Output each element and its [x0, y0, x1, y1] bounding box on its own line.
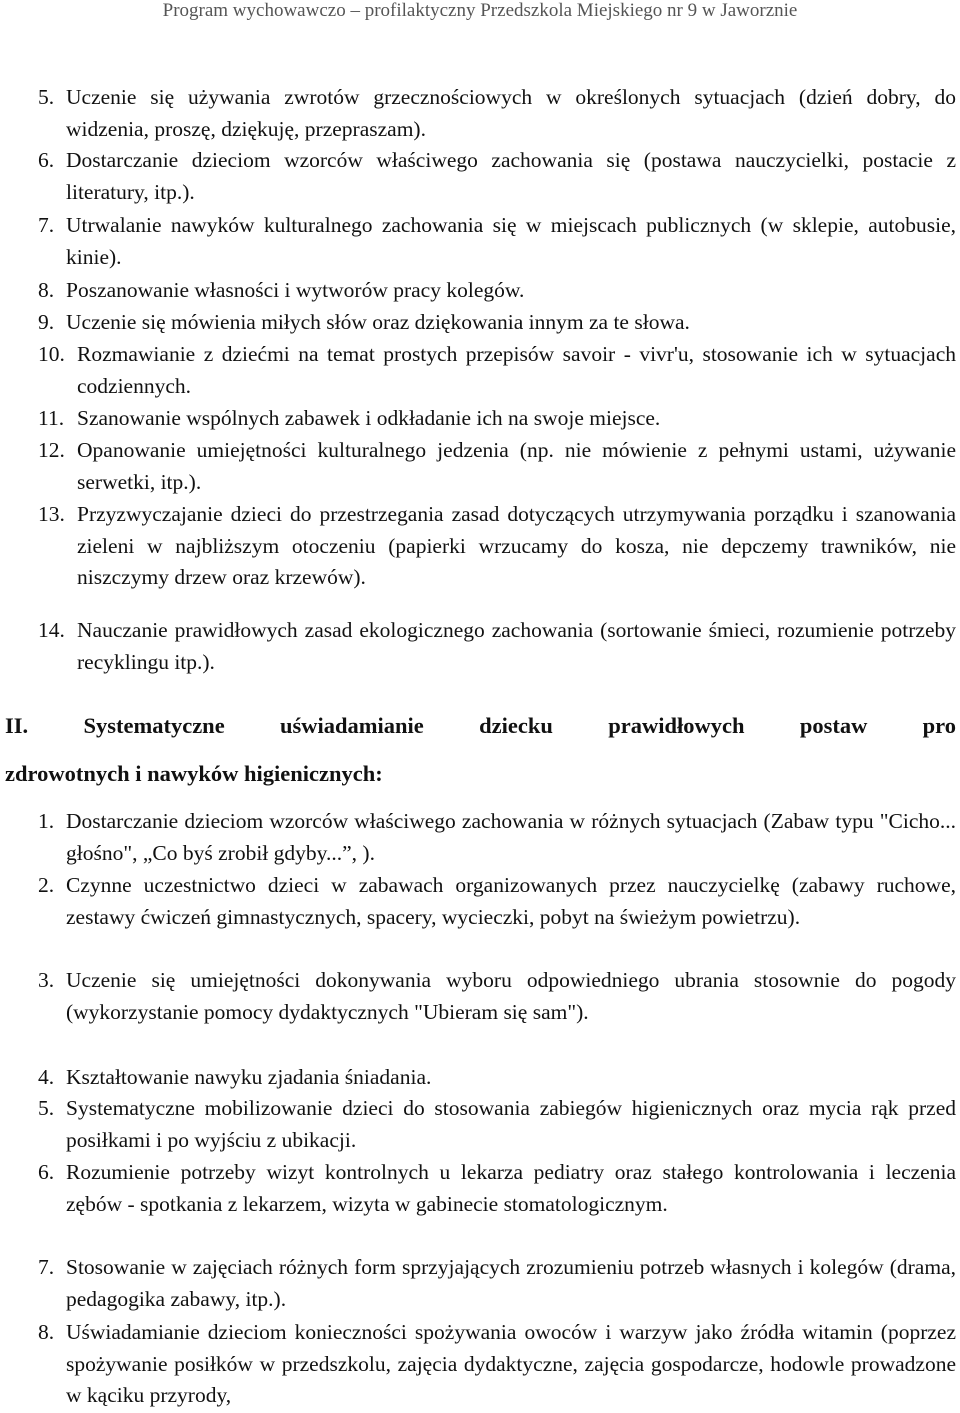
- list-item-number: 6.: [38, 148, 55, 172]
- list-item-number: 6.: [38, 1160, 55, 1184]
- list-item: [38, 210, 956, 273]
- list-item-number: 7.: [38, 1255, 55, 1279]
- section-heading-line-2: zdrowotnych i nawyków higienicznych:: [5, 761, 383, 786]
- list-item: [38, 1157, 956, 1220]
- list-item-text: Dostarczanie dzieciom wzorców właściwego zachowania się (postawa nauczycielki, postacie z literatury, itp.).: [66, 148, 956, 204]
- list-item: [38, 1317, 956, 1412]
- list-item-number: 12.: [38, 438, 65, 462]
- list-item-number: 7.: [38, 213, 55, 237]
- list-item: [38, 435, 956, 498]
- list-item-text: Stosowanie w zajęciach różnych form sprzyjających zrozumieniu potrzeb własnych i kolegów (drama, pedagogika zabawy, itp.).: [66, 1255, 956, 1311]
- list-item-number: 11.: [38, 406, 65, 430]
- list-item-text: Dostarczanie dzieciom wzorców właściwego zachowania w różnych sytuacjach (Zabaw typu "Cicho... głośno", „Co byś zrobił gdyby...”, ).: [66, 809, 956, 865]
- section-heading-line-1: [5, 708, 956, 744]
- list-item: [38, 965, 956, 1028]
- list-item-number: 1.: [38, 809, 55, 833]
- list-item-number: 2.: [38, 873, 55, 897]
- list-item-number: 8.: [38, 1320, 55, 1344]
- list-item: [38, 499, 956, 594]
- list-item-text: Systematyczne mobilizowanie dzieci do stosowania zabiegów higienicznych oraz mycia rąk przed posiłkami i po wyjściu z ubikacji.: [66, 1096, 956, 1152]
- list-item-text: Kształtowanie nawyku zjadania śniadania.: [66, 1065, 432, 1089]
- section-heading: [5, 708, 956, 792]
- page-header: Program wychowawczo – profilaktyczny Przedszkola Miejskiego nr 9 w Jaworznie: [162, 0, 798, 21]
- list-item-text: Rozmawianie z dziećmi na temat prostych przepisów savoir - vivr'u, stosowanie ich w sytuacjach codziennych.: [77, 342, 956, 398]
- section-word: pro: [922, 713, 956, 738]
- list-item-text: Opanowanie umiejętności kulturalnego jedzenia (np. nie mówienie z pełnymi ustami, używanie serwetki, itp.).: [77, 438, 956, 494]
- list-item: [38, 145, 956, 208]
- list-item: [38, 307, 956, 339]
- list-item-text: Uczenie się używania zwrotów grzecznościowych w określonych sytuacjach (dzień dobry, do widzenia, proszę, dziękuję, przepraszam).: [66, 85, 956, 141]
- section-word: Systematyczne: [83, 713, 225, 738]
- list-item-number: 5.: [38, 85, 55, 109]
- list-item-number: 8.: [38, 278, 55, 302]
- list-item: [38, 870, 956, 933]
- list-item-number: 14.: [38, 618, 65, 642]
- list-item-text: Uświadamianie dzieciom konieczności spożywania owoców i warzyw jako źródła witamin (poprzez spożywanie posiłków w przedszkolu, zajęcia dydaktyczne, zajęcia gospodarcze, hodowle prowadzone w kąciku przyrody,: [66, 1320, 956, 1407]
- list-item: [38, 82, 956, 145]
- list-item: [38, 403, 956, 435]
- list-item-text: Poszanowanie własności i wytworów pracy kolegów.: [66, 278, 525, 302]
- list-item: [38, 1093, 956, 1156]
- list-item-number: 10.: [38, 342, 65, 366]
- list-item-text: Utrwalanie nawyków kulturalnego zachowania się w miejscach publicznych (w sklepie, autobusie, kinie).: [66, 213, 956, 269]
- section-word: prawidłowych: [608, 713, 745, 738]
- list-item: [38, 275, 956, 307]
- list-item-number: 13.: [38, 502, 65, 526]
- list-item-text: Przyzwyczajanie dzieci do przestrzegania zasad dotyczących utrzymywania porządku i szanowania zieleni w najbliższym otoczeniu (papierki wrzucamy do kosza, nie depczemy trawników, nie niszczymy drzew oraz krzewów).: [77, 502, 956, 589]
- list-item: [38, 339, 956, 402]
- list-item-number: 5.: [38, 1096, 55, 1120]
- list-item-number: 9.: [38, 310, 55, 334]
- list-item-text: Uczenie się umiejętności dokonywania wyboru odpowiedniego ubrania stosownie do pogody (wykorzystanie pomocy dydaktycznych "Ubieram się sam").: [66, 968, 956, 1024]
- section-numeral: II.: [5, 713, 29, 738]
- list-item: [38, 1252, 956, 1315]
- section-word: uświadamianie: [280, 713, 424, 738]
- list-item-text: Uczenie się mówienia miłych słów oraz dziękowania innym za te słowa.: [66, 310, 690, 334]
- list-item: [38, 615, 956, 678]
- list-item-number: 4.: [38, 1065, 55, 1089]
- list-item: [38, 806, 956, 869]
- list-item-text: Rozumienie potrzeby wizyt kontrolnych u lekarza pediatry oraz stałego kontrolowania i leczenia zębów - spotkania z lekarzem, wizyta w gabinecie stomatologicznym.: [66, 1160, 956, 1216]
- section-word: dziecku: [479, 713, 553, 738]
- list-item: [38, 1062, 956, 1094]
- list-item-text: Szanowanie wspólnych zabawek i odkładanie ich na swoje miejsce.: [77, 406, 661, 430]
- list-item-number: 3.: [38, 968, 55, 992]
- list-item-text: Nauczanie prawidłowych zasad ekologicznego zachowania (sortowanie śmieci, rozumienie potrzeby recyklingu itp.).: [77, 618, 956, 674]
- section-word: postaw: [799, 713, 868, 738]
- list-item-text: Czynne uczestnictwo dzieci w zabawach organizowanych przez nauczycielkę (zabawy ruchowe, zestawy ćwiczeń gimnastycznych, spacery, wycieczki, pobyt na świeżym powietrzu).: [66, 873, 956, 929]
